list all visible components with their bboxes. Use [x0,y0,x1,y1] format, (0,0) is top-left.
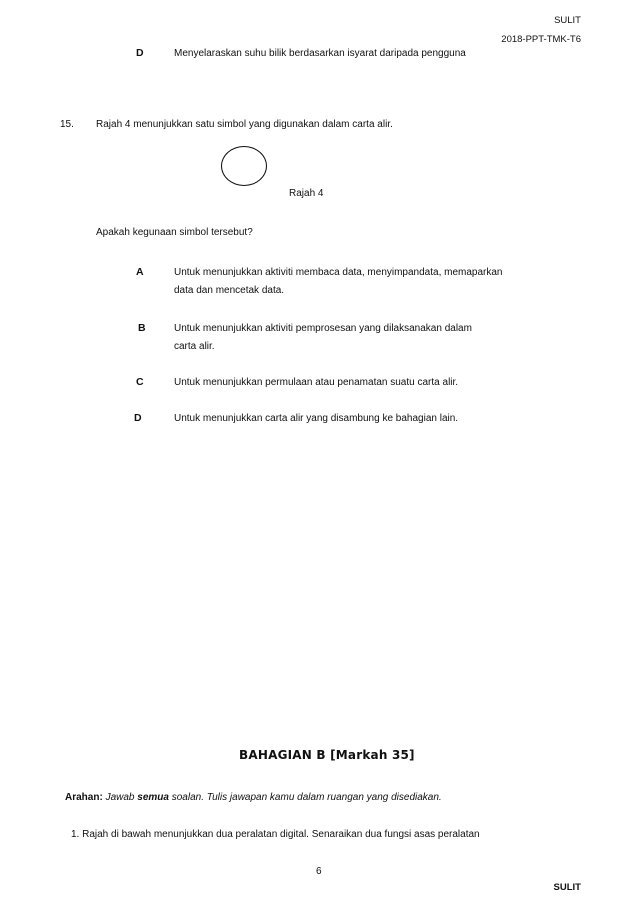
option-text-line1: Untuk menunjukkan aktiviti pemprosesan yang dilaksanakan dalam [174,323,472,334]
figure-caption: Rajah 4 [289,188,324,199]
section-title: BAHAGIAN B [Markah 35] [239,748,415,762]
flowchart-terminator-symbol [221,146,267,186]
document-code: 2018-PPT-TMK-T6 [501,34,581,45]
option-text-line1: Untuk menunjukkan aktiviti membaca data, menyimpandata, memaparkan [174,267,503,278]
option-text-line2: data dan mencetak data. [174,285,285,296]
option-letter: C [136,376,144,388]
prev-option-text: Menyelaraskan suhu bilik berdasarkan isyarat daripada pengguna [174,48,466,59]
section-instructions [65,792,442,803]
option-letter: B [138,322,146,334]
instructions-text-rest: soalan. Tulis jawapan kamu dalam ruangan yang disediakan. [168,792,442,803]
footer-classification: SULIT [553,882,581,893]
page-number: 6 [316,866,322,877]
prev-option-letter: D [136,47,144,59]
section-question-1: 1. Rajah di bawah menunjukkan dua peralatan digital. Senaraikan dua fungsi asas peralatan [71,829,480,840]
question-stem: Rajah 4 menunjukkan satu simbol yang digunakan dalam carta alir. [96,119,393,130]
option-text-line2: carta alir. [174,341,215,352]
option-text-line1: Untuk menunjukkan carta alir yang disambung ke bahagian lain. [174,413,459,424]
option-text-line1: Untuk menunjukkan permulaan atau penamatan suatu carta alir. [174,377,459,388]
classification-label: SULIT [554,15,581,26]
option-letter: A [136,266,144,278]
instructions-emphasis: semua [137,792,169,803]
question-prompt: Apakah kegunaan simbol tersebut? [96,227,253,238]
option-letter: D [134,412,142,424]
instructions-label: Arahan: [65,792,103,803]
instructions-text: Jawab [102,792,138,803]
question-number: 15. [60,119,74,130]
